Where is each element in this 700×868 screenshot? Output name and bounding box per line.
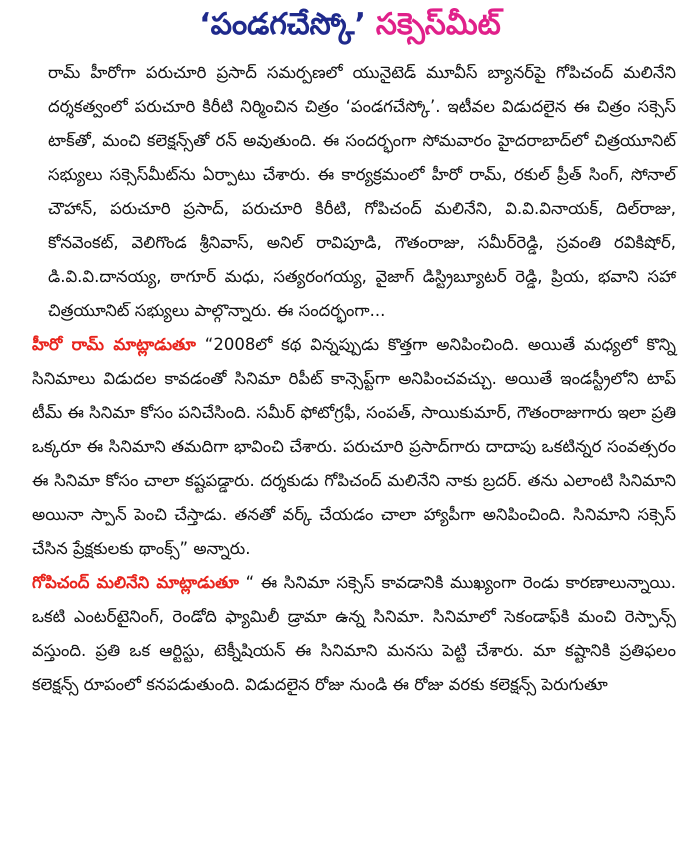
speaker-label-director: గోపిచంద్ మలినేని మాట్లాడుతూ xyxy=(32,573,239,592)
paragraph-text: “ ఈ సినిమా సక్సెస్ కావడానికి ముఖ్యంగా రెండు కారణాలున్నాయి. ఒకటి ఎంటర్‌టైనింగ్, రెండోది ఫ్యామిలీ డ్రామా ఉన్న సినిమా. సినిమాలో సెకండాఫ్‌కి మంచి రెస్పాన్స్ వస్తుంది. ప్రతి ఒక ఆర్టిస్టు, టెక్నీషియన్ ఈ సినిమాని మనసు పెట్టి చేశారు. మా కష్టానికి ప్రతిఫలం కలెక్షన్స్ రూపంలో కనపడుతుంది. విడుదలైన రోజు నుండి ఈ రోజు వరకు కలెక్షన్స్ పెరుగుతూ xyxy=(32,573,676,694)
headline-film-title: ‘పండగచేస్కో’ xyxy=(199,7,366,42)
paragraph-director-quote xyxy=(32,566,676,702)
article-body xyxy=(32,56,676,702)
speaker-label-ram: హీరో రామ్ మాట్లాడుతూ xyxy=(32,335,196,354)
headline-success-meet: సక్సెస్‌మీట్ xyxy=(375,7,501,42)
paragraph-text: రామ్ హీరోగా పరుచూరి ప్రసాద్ సమర్పణలో యునైటెడ్ మూవీస్ బ్యానర్‌పై గోపిచంద్ మలినేని దర్శకత్వంలో పరుచూరి కిరీటి నిర్మించిన చిత్రం ‘పండగచేస్కో’. ఇటీవల విడుదలైన ఈ చిత్రం సక్సెస్ టాక్‌తో, మంచి కలెక్షన్స్‌తో రన్ అవుతుంది. ఈ సందర్భంగా సోమవారం హైదరాబాద్‌లో చిత్రయూనిట్ సభ్యులు సక్సెస్‌మీట్‌ను ఏర్పాటు చేశారు. ఈ కార్యక్రమంలో హీరో రామ్, రకుల్ ప్రీత్ సింగ్, సోనాల్ చౌహాన్, పరుచూరి ప్రసాద్, పరుచూరి కిరీటి, గోపిచంద్ మలినేని, వి.వి.వినాయక్, దిల్‌రాజు, కోనవెంకట్, వెలిగొండ శ్రీనివాస్, అనిల్ రావిపూడి, గౌతంరాజు, సమీర్‌రెడ్డి, స్రవంతి రవికిషోర్, డి.వి.వి.దానయ్య, ఠాగూర్ మధు, సత్యరంగయ్య, వైజాగ్ డిస్ట్రిబ్యూటర్ రెడ్డి, ప్రియ, భవాని సహా చిత్రయూనిట్ సభ్యులు పాల్గొన్నారు. ఈ సందర్భంగా... xyxy=(48,63,676,320)
paragraph-ram-quote xyxy=(32,328,676,566)
headline xyxy=(0,0,700,50)
paragraph-text: “2008లో కథ విన్నప్పుడు కొత్తగా అనిపించింది. అయితే మధ్యలో కొన్ని సినిమాలు విడుదల కావడంతో సినిమా రిపీట్ కాన్సెప్ట్‌గా అనిపించవచ్చు. అయితే ఇండస్ట్రీలోని టాప్ టీమ్ ఈ సినిమా కోసం పనిచేసింది. సమీర్ ఫోటోగ్రఫీ, సంపత్, సాయికుమార్, గౌతంరాజుగారు ఇలా ప్రతి ఒక్కరూ ఈ సినిమాని తమదిగా భావించి చేశారు. పరుచూరి ప్రసాద్‌గారు దాదాపు ఒకటిన్నర సంవత్సరం ఈ సినిమా కోసం చాలా కష్టపడ్డారు. దర్శకుడు గోపిచంద్ మలినేని నాకు బ్రదర్. తను ఎలాంటి సినిమాని అయినా స్పాన్ పెంచి చేస్తాడు. తనతో వర్క్ చేయడం చాలా హ్యాపీగా అనిపించింది. సినిమాని సక్సెస్ చేసిన ప్రేక్షకులకు థాంక్స్” అన్నారు. xyxy=(32,335,676,558)
paragraph-intro xyxy=(32,56,676,328)
